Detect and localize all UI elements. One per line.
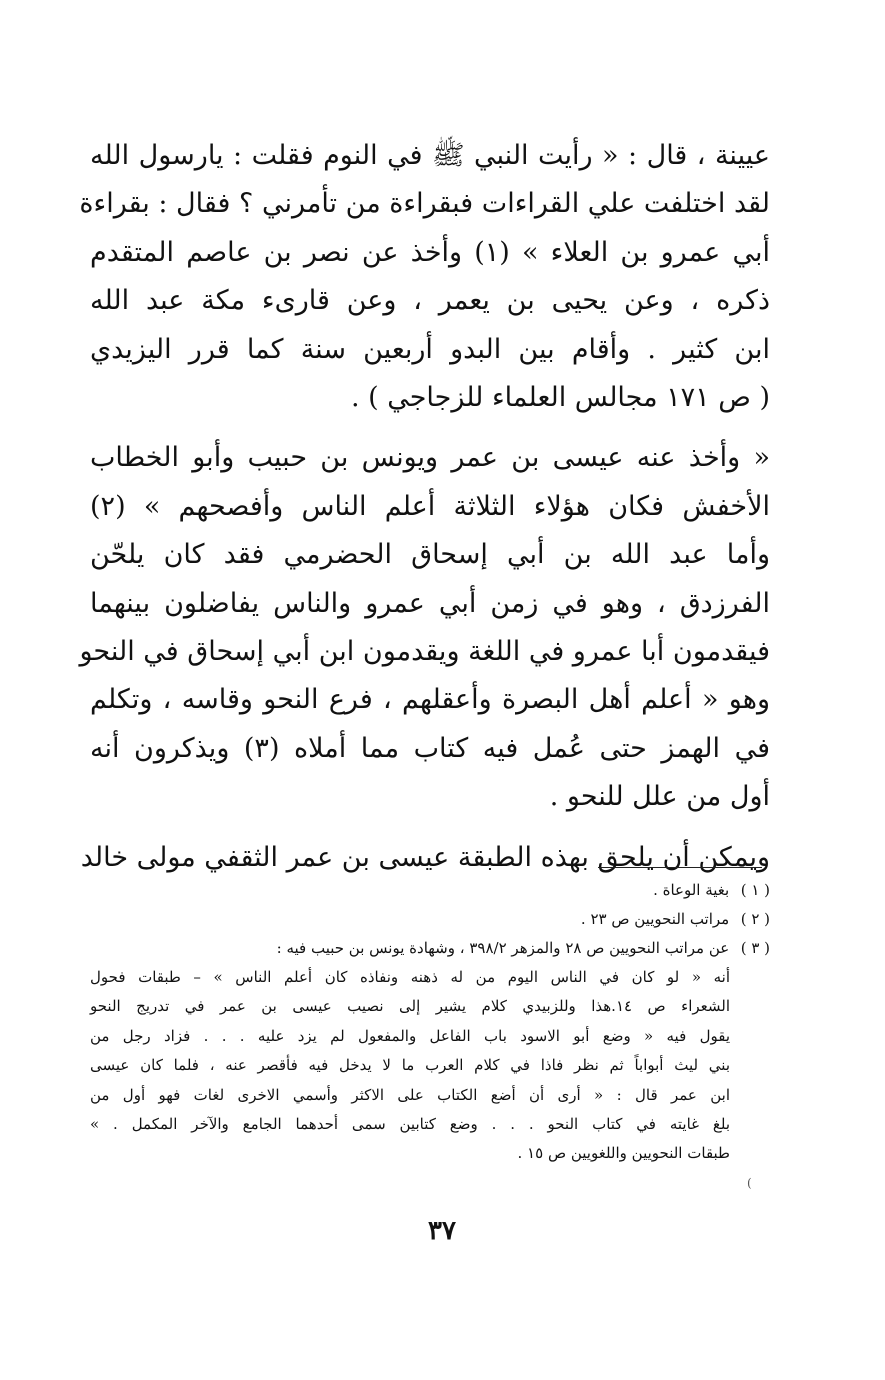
page-number: ٣٧ — [428, 1216, 456, 1246]
text-line: الأخفش فكان هؤلاء الثلاثة أعلم الناس وأفصحهم » (٢) — [90, 490, 770, 522]
text-line: ( ص ١٧١ مجالس العلماء للزجاجي ) . — [350, 382, 770, 414]
text-line: ويمكن أن يلحق بهذه الطبقة عيسى بن عمر الثقفي مولى خالد — [80, 841, 770, 873]
footnote — [90, 934, 770, 963]
text-line: أبي عمرو بن العلاء » (١) وأخذ عن نصر بن عاصم المتقدم — [90, 236, 770, 268]
footnote-number: ( ٢ ) — [740, 910, 770, 928]
text-line: فيقدمون أبا عمرو في اللغة ويقدمون ابن أبي إسحاق في النحو — [79, 636, 770, 668]
main-text — [79, 132, 770, 882]
footnote-continuation-line: أنه « لو كان في الناس اليوم من له ذهنه ونفاذه كان أعلم الناس » – طبقات فحول — [90, 968, 730, 986]
footnote-text: مراتب النحويين ص ٢٣ . — [580, 910, 730, 928]
text-line: وهو « أعلم أهل البصرة وأعقلهم ، فرع النحو وقاسه ، وتكلم — [90, 684, 770, 716]
text-line: في الهمز حتى عُمل فيه كتاب مما أملاه (٣) ويذكرون أنه — [90, 732, 770, 764]
footnotes — [90, 876, 770, 1169]
paragraph — [79, 132, 770, 422]
text-line: ابن كثير . وأقام بين البدو أربعين سنة كما قرر اليزيدي — [90, 333, 770, 365]
footnote — [90, 905, 770, 934]
footnote-number: ( ٣ ) — [740, 939, 770, 957]
text-line: لقد اختلفت علي القراءات فبقراءة من تأمرني ؟ فقال : بقراءة — [79, 188, 770, 220]
footnote-continuation-line: بني ليث أبواباً ثم نظر فاذا في كلام العرب ما لا يدخل فيه فأقصر عنه ، فلما كان عيسى — [90, 1056, 730, 1075]
text-line: أول من علل للنحو . — [549, 781, 770, 813]
paragraph — [80, 834, 770, 882]
paragraph — [79, 434, 770, 821]
text-line: الفرزدق ، وهو في زمن أبي عمرو والناس يفاضلون بينهما — [90, 587, 770, 619]
margin-mark: ( — [747, 1176, 752, 1190]
footnote-continuation-line: ابن عمر قال : « أرى أن أضع الكتاب على الاكثر وأسمي الاخرى لغات فهو أول من — [90, 1085, 730, 1104]
footnote-continuation-line: يقول فيه « وضع أبو الاسود باب الفاعل والمفعول لم يزد عليه . . . فزاد رجل من — [90, 1026, 730, 1045]
footnote-number: ( ١ ) — [740, 881, 770, 899]
footnote — [90, 876, 770, 905]
footnote-text: عن مراتب النحويين ص ٢٨ والمزهر ٣٩٨/٢ ، وشهادة يونس بن حبيب فيه : — [276, 939, 730, 957]
footnote-continuation-line: بلغ غايته في كتاب النحو . . . وضع كتابين سمى أحدهما الجامع والآخر المكمل . » — [90, 1115, 730, 1134]
footnote-text: بغية الوعاة . — [653, 881, 730, 899]
footnote-separator — [598, 867, 762, 868]
text-line: عيينة ، قال : « رأيت النبي ﷺ في النوم فقلت : يارسول الله — [90, 140, 770, 171]
footnote-continuation-line: طبقات النحويين واللغويين ص ١٥ . — [517, 1144, 730, 1163]
text-line: « وأخذ عنه عيسى بن عمر ويونس بن حبيب وأبو الخطاب — [90, 442, 770, 474]
footnote-continuation-line: الشعراء ص ١٤.هذا وللزبيدي كلام يشير إلى نصيب عيسى بن عمر في تدريج النحو — [90, 997, 731, 1016]
text-line: وأما عبد الله بن أبي إسحاق الحضرمي فقد كان يلحّن — [90, 539, 770, 571]
text-line: ذكره ، وعن يحيى بن يعمر ، وعن قارىء مكة عبد الله — [90, 285, 770, 317]
